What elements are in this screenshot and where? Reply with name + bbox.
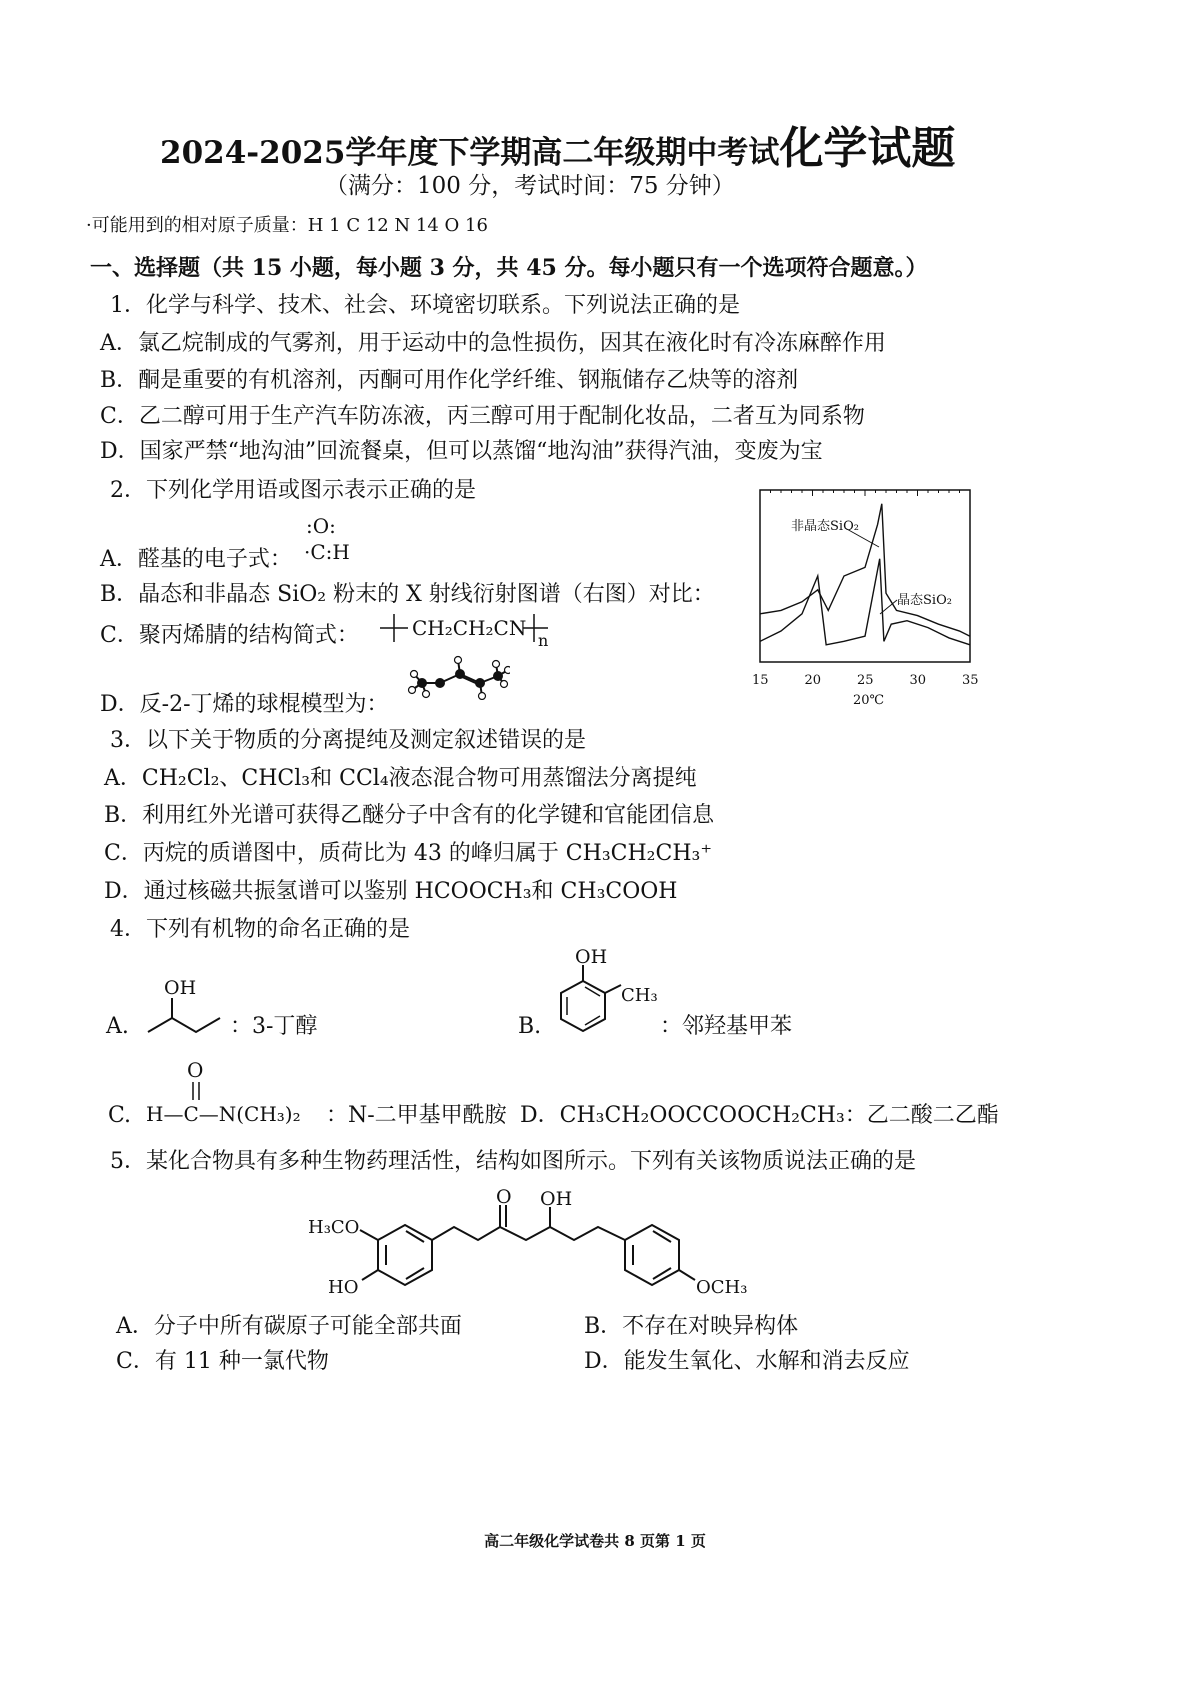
q3-option-c: C．丙烷的质谱图中，质荷比为 43 的峰归属于 CH₃CH₂CH₃⁺ — [104, 841, 712, 866]
q5-struct-oh: OH — [540, 1188, 573, 1210]
x-tick-label: 25 — [857, 673, 874, 688]
q4c-o: O — [187, 1058, 204, 1082]
q2-stem: 2．下列化学用语或图示表示正确的是 — [110, 478, 476, 503]
atomic-masses: ·可能用到的相对原子质量：H 1 C 12 N 14 O 16 — [86, 215, 488, 236]
x-tick-label: 30 — [909, 673, 927, 688]
subtitle: （满分：100 分，考试时间：75 分钟） — [325, 173, 735, 199]
label-amorphous-sio2: 非晶态SiO₂ — [791, 519, 859, 534]
q4b-ch3: CH₃ — [621, 985, 658, 1006]
label-crystal-sio2: 晶态SiO₂ — [897, 593, 952, 608]
q5-struct-h3co: H₃CO — [308, 1217, 360, 1238]
q3-option-b: B．利用红外光谱可获得乙醚分子中含有的化学键和官能团信息 — [104, 803, 715, 828]
q3-stem: 3．以下关于物质的分离提纯及测定叙述错误的是 — [110, 728, 586, 753]
q3-option-a: A．CH₂Cl₂、CHCl₃和 CCl₄液态混合物可用蒸馏法分离提纯 — [104, 766, 697, 791]
q5-struct-o: O — [496, 1186, 512, 1208]
page-title — [160, 112, 955, 176]
x-tick-label: 15 — [752, 673, 769, 688]
q2-option-c: C．聚丙烯腈的结构简式： — [100, 623, 359, 648]
page-footer: 高二年级化学试卷共 8 页第 1 页 — [484, 1532, 706, 1550]
q1-option-a: A．氯乙烷制成的气雾剂，用于运动中的急性损伤，因其在液化时有冷冻麻醉作用 — [100, 331, 886, 356]
title-part2: 化学试题 — [779, 123, 956, 174]
x-tick-label: 20 — [804, 673, 822, 688]
q1-stem: 1．化学与科学、技术、社会、环境密切联系。下列说法正确的是 — [110, 293, 740, 318]
q5-option-c: C．有 11 种一氯代物 — [116, 1349, 329, 1374]
section-heading: 一、选择题（共 15 小题，每小题 3 分，共 45 分。每小题只有一个选项符合题意。） — [90, 255, 928, 281]
q3-option-d: D．通过核磁共振氢谱可以鉴别 HCOOCH₃和 CH₃COOH — [104, 879, 678, 904]
polyacrylonitrile-text: CH₂CH₂CN — [412, 616, 527, 640]
q2-option-a: A．醛基的电子式： — [100, 547, 292, 572]
q5-option-a: A．分子中所有碳原子可能全部共面 — [116, 1314, 462, 1339]
q4-option-b-name: ：邻羟基甲苯 — [660, 1014, 793, 1039]
q4-option-c-label: C. — [108, 1103, 132, 1128]
aldehyde-formula-bottom: ·C:H — [304, 540, 350, 564]
q4-stem: 4．下列有机物的命名正确的是 — [110, 917, 410, 942]
q5-struct-ho: HO — [328, 1277, 359, 1298]
q5-stem: 5．某化合物具有多种生物药理活性，结构如图所示。下列有关该物质说法正确的是 — [110, 1149, 916, 1174]
q4-option-a-name: ：3-丁醇 — [230, 1014, 318, 1039]
q4-option-b-label: B. — [518, 1014, 542, 1039]
polyacrylonitrile-formula — [376, 610, 566, 650]
polymer-n: n — [538, 631, 549, 650]
q5-option-b: B．不存在对映异构体 — [584, 1314, 799, 1339]
aldehyde-formula-top: :O: — [306, 514, 336, 538]
q4c-double-bond — [190, 1080, 202, 1102]
q1-option-b: B．酮是重要的有机溶剂，丙酮可用作化学纤维、钢瓶储存乙炔等的溶剂 — [100, 368, 799, 393]
q1-option-d: D．国家严禁“地沟油”回流餐桌，但可以蒸馏“地沟油”获得汽油，变废为宝 — [100, 439, 823, 464]
q5-structure — [300, 1185, 780, 1310]
q5-struct-och3: OCH₃ — [696, 1277, 748, 1298]
x-tick-label: 35 — [962, 673, 979, 688]
q5-option-d: D．能发生氧化、水解和消去反应 — [584, 1349, 910, 1374]
q4-structure-b — [545, 945, 665, 1055]
q4a-oh: OH — [164, 977, 197, 999]
q4-option-c-name: ：N-二甲基甲酰胺 — [326, 1103, 507, 1128]
title-part1: 2024-2025学年度下学期高二年级期中考试 — [160, 135, 780, 171]
x-axis-label: 20℃ — [853, 693, 885, 708]
q4-option-a-label: A. — [106, 1014, 129, 1039]
trans-2-butene-ball-stick-model — [400, 650, 510, 700]
xrd-chart — [745, 482, 985, 710]
q2-option-d: D．反-2-丁烯的球棍模型为： — [100, 692, 389, 717]
q2-option-b: B．晶态和非晶态 SiO₂ 粉末的 X 射线衍射图谱（右图）对比： — [100, 582, 715, 607]
q4c-formula: H—C—N(CH₃)₂ — [146, 1102, 301, 1126]
q4-structure-a — [140, 972, 240, 1042]
q4-option-d: D．CH₃CH₂OOCCOOCH₂CH₃：乙二酸二乙酯 — [520, 1103, 999, 1128]
q4b-oh: OH — [575, 946, 608, 968]
q1-option-c: C．乙二醇可用于生产汽车防冻液，丙三醇可用于配制化妆品，二者互为同系物 — [100, 404, 865, 429]
